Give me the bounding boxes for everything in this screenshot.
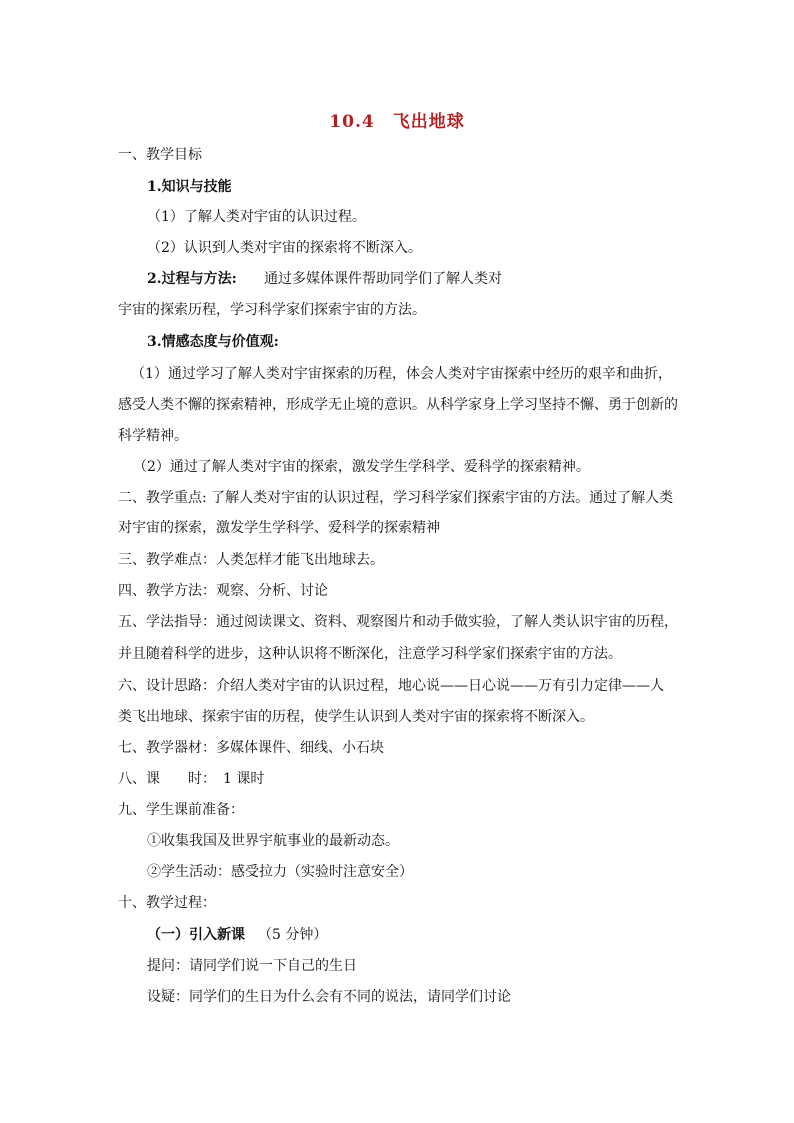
subheading-attitude-values: 3.情感态度与价值观:	[147, 334, 279, 350]
section-equipment: 七、教学器材：多媒体课件、细线、小石块	[118, 740, 384, 756]
subheading-introduction: （一）引入新课	[147, 927, 245, 943]
section-class-hours: 八、课 时： 1 课时	[118, 771, 265, 787]
preparation-item: ②学生活动：感受拉力（实验时注意安全）	[147, 864, 413, 880]
paragraph-line: 通过多媒体课件帮助同学们了解人类对	[264, 271, 502, 287]
paragraph-line: 科学精神。	[118, 428, 188, 444]
paragraph-line: 对宇宙的探索，激发学生学科学、爱科学的探索精神	[118, 520, 440, 536]
objective-item: （1）了解人类对宇宙的认识过程。	[147, 209, 366, 225]
paragraph-line: 感受人类不懈的探索精神，形成学无止境的意识。从科学家身上学习坚持不懈、勇于创新的	[118, 397, 678, 413]
objective-item: （2）认识到人类对宇宙的探索将不断深入。	[147, 240, 422, 256]
paragraph-line: 提问：请同学们说一下自己的生日	[147, 958, 357, 974]
section-methods: 四、教学方法：观察、分析、讨论	[118, 583, 328, 599]
paragraph-line: 设疑：同学们的生日为什么会有不同的说法，请同学们讨论	[147, 989, 511, 1005]
section-key-points: 二、教学重点: 了解人类对宇宙的认识过程，学习科学家们探索宇宙的方法。通过了解人类	[118, 490, 674, 506]
section-study-guidance: 五、学法指导：通过阅读课文、资料、观察图片和动手做实验，了解人类认识宇宙的历程，	[118, 614, 678, 630]
section-difficulties: 三、教学难点：人类怎样才能飞出地球去。	[118, 552, 384, 568]
subheading-knowledge-skills: 1.知识与技能	[147, 179, 232, 195]
section-teaching-process: 十、教学过程：	[118, 895, 216, 911]
paragraph-line: 并且随着科学的进步，这种认识将不断深化，注意学习科学家们探索宇宙的方法。	[118, 646, 622, 662]
preparation-item: ①收集我国及世界宇航事业的最新动态。	[147, 833, 399, 849]
paragraph-line: 宇宙的探索历程，学习科学家们探索宇宙的方法。	[118, 302, 426, 318]
section-design-ideas: 六、设计思路：介绍人类对宇宙的认识过程，地心说——日心说——万有引力定律——人	[118, 678, 664, 694]
section-preparation: 九、学生课前准备：	[118, 802, 244, 818]
section-heading-objectives: 一、教学目标	[118, 147, 202, 163]
subheading-process-method: 2.过程与方法:	[147, 271, 237, 287]
paragraph-line: （2）通过了解人类对宇宙的探索，激发学生学科学、爱科学的探索精神。	[133, 459, 590, 475]
paragraph-line: （1）通过学习了解人类对宇宙探索的历程，体会人类对宇宙探索中经历的艰辛和曲折，	[131, 366, 672, 382]
introduction-duration: （5 分钟）	[258, 927, 328, 943]
document-title: 10.4 飞出地球	[329, 112, 465, 132]
paragraph-line: 类飞出地球、探索宇宙的历程，使学生认识到人类对宇宙的探索将不断深入。	[118, 709, 594, 725]
